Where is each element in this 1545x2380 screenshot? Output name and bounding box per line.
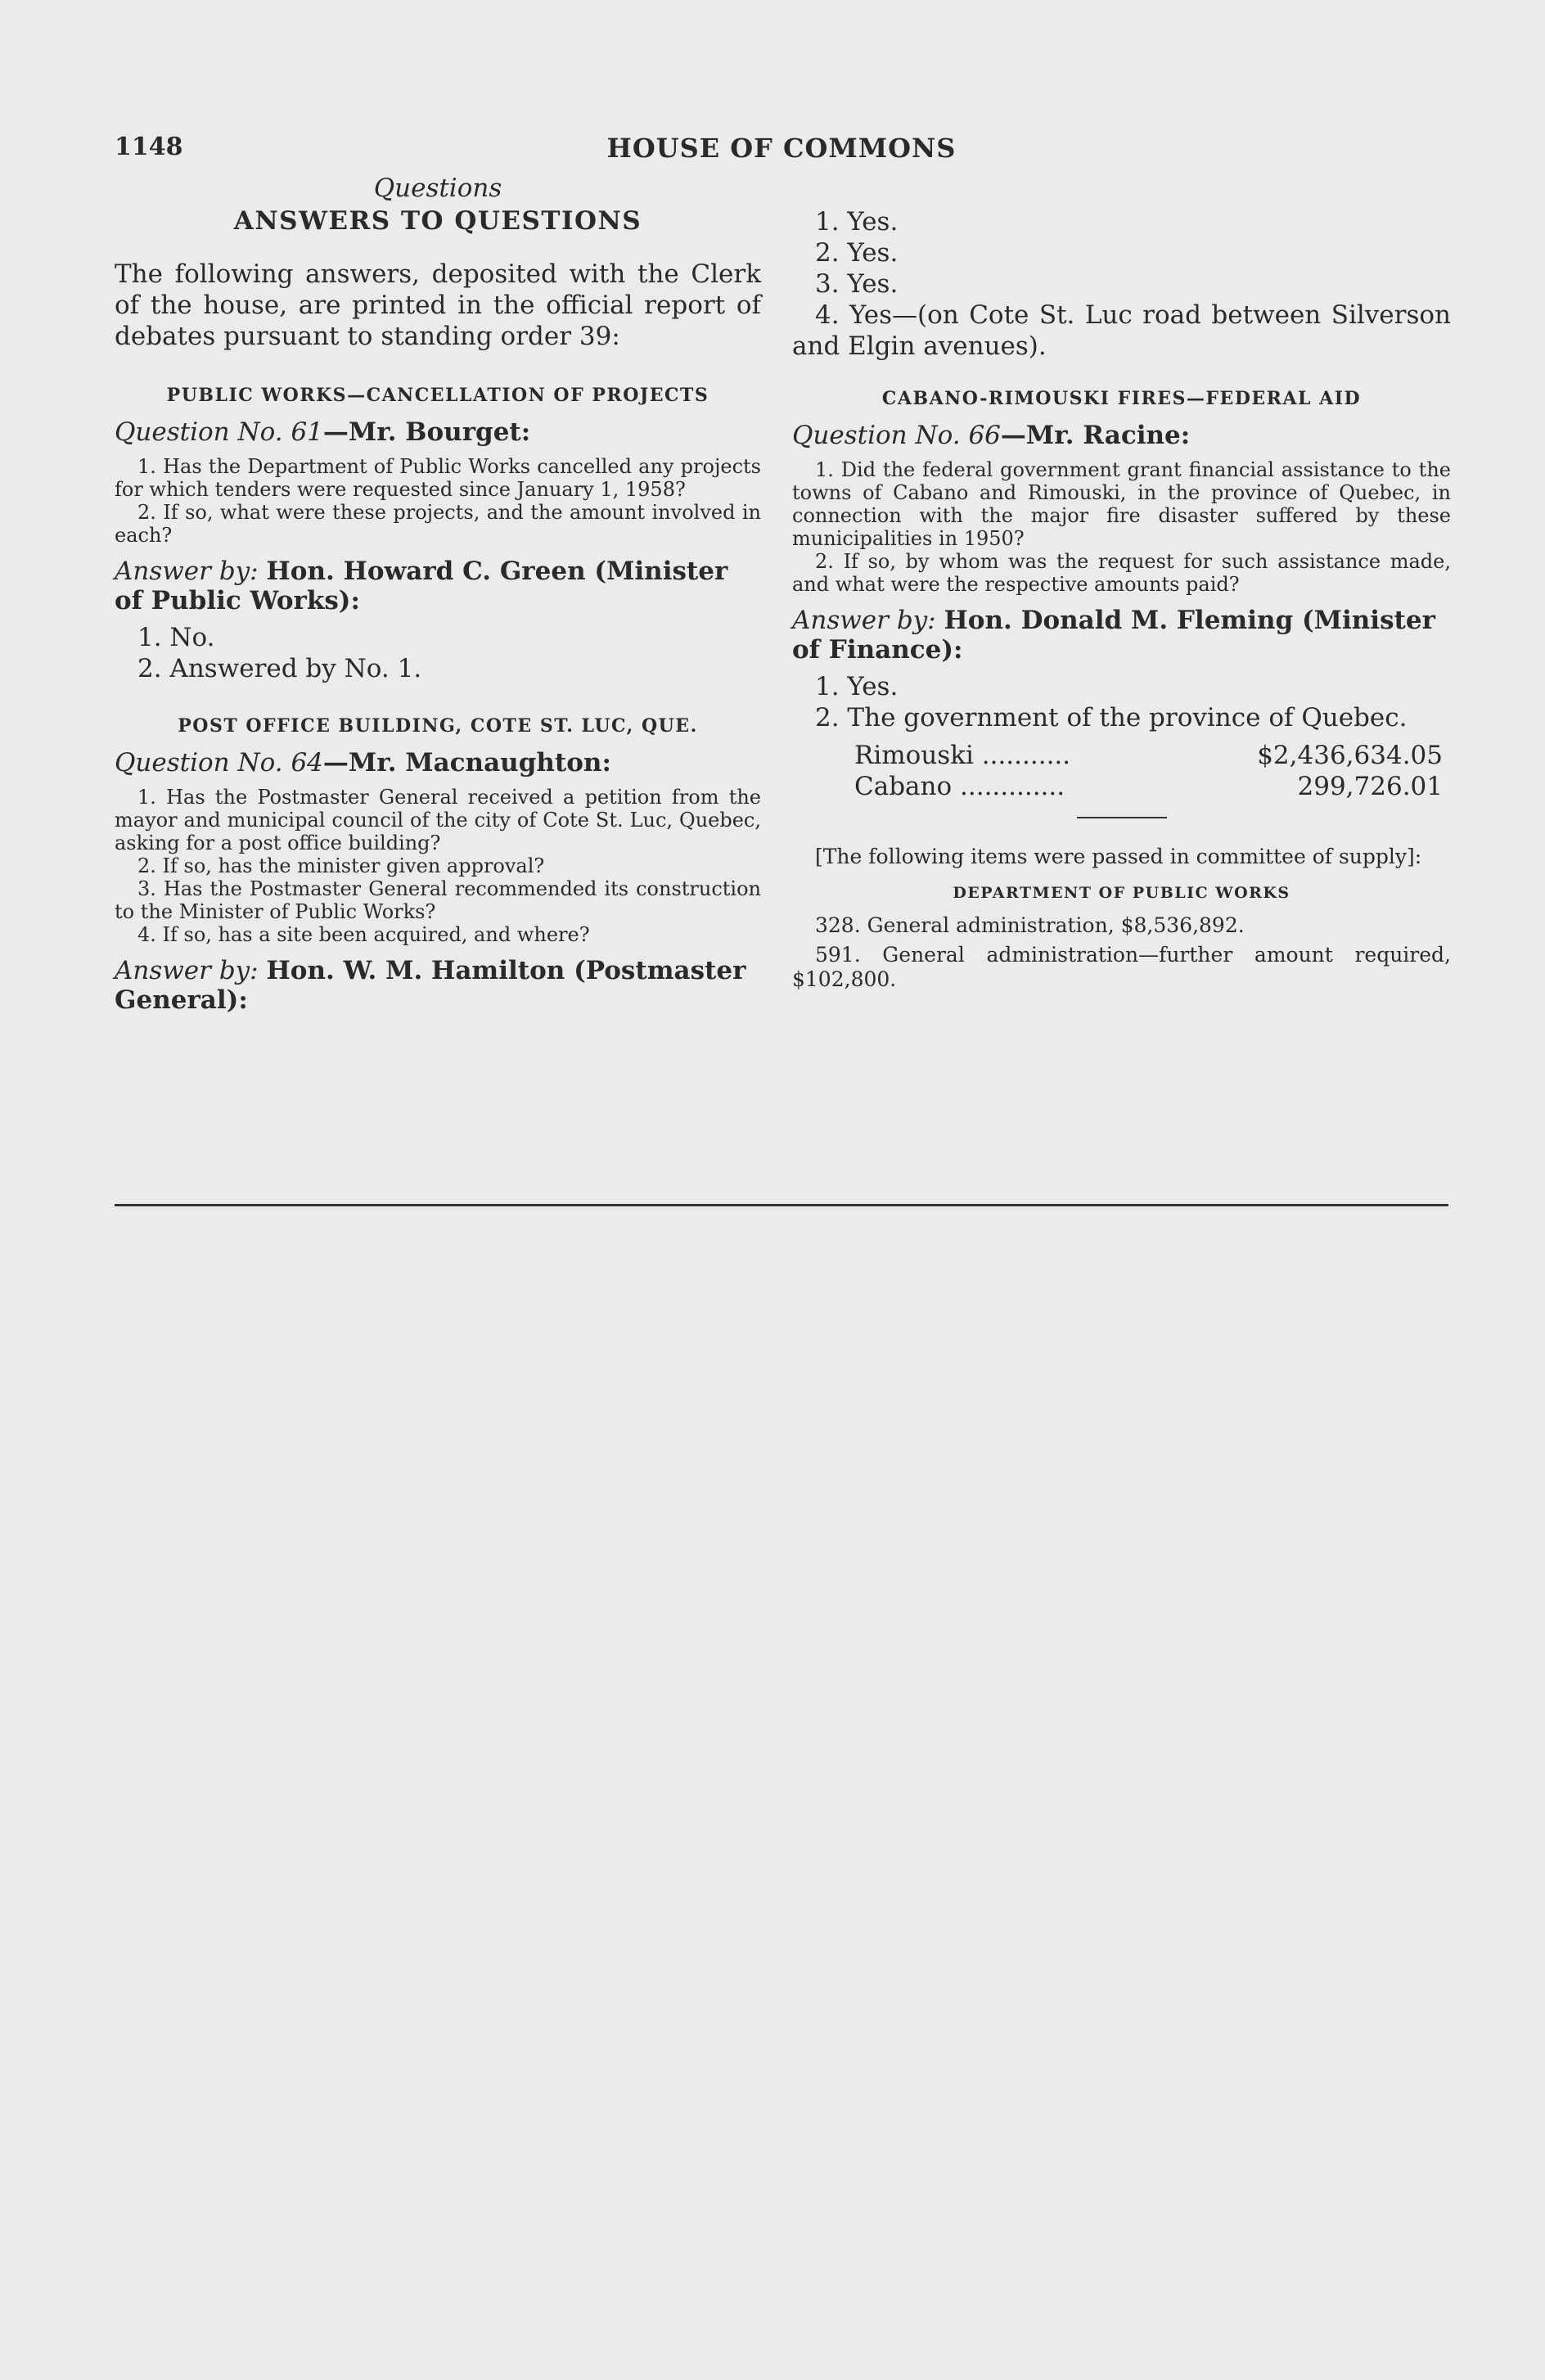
q61-answerer: Hon. Howard C. Green (Minister of Public Works): [115,557,728,615]
amounts-table [792,740,1451,802]
running-head: HOUSE OF COMMONS [606,133,957,164]
intro-paragraph: The following answers, deposited with the Clerk of the house, are printed in the official report of debates pursuant to standing order 39: [115,259,761,351]
q61-answer-line [115,557,761,615]
q66-answer-line [792,606,1451,665]
section-title: ANSWERS TO QUESTIONS [233,206,642,236]
q66-answer-label: Answer by: [792,606,936,635]
q64-label: Question No. 64 [115,748,323,778]
amount-value: 299,726.01 [1297,772,1443,801]
q64-items [115,786,761,946]
q64-asker: —Mr. Macnaughton: [322,748,611,778]
q64-item-2: 2. If so, has the minister given approval? [137,854,545,877]
section-divider [1077,817,1167,818]
q64-answer-1: 1. Yes. [815,207,899,237]
q61-heading: PUBLIC WORKS—CANCELLATION OF PROJECTS [166,385,709,406]
amount-name: Rimouski ........... [854,741,1071,770]
q64-answer-label: Answer by: [115,956,259,985]
q61-item-1: 1. Has the Department of Public Works cancelled any projects for which tenders were requested since January 1, 1958? [115,455,761,501]
q61-item-2: 2. If so, what were these projects, and the amount involved in each? [115,501,761,547]
q64-answer-3: 3. Yes. [815,269,899,299]
q64-item-4: 4. If so, has a site been acquired, and where? [137,923,590,946]
left-column [115,174,761,1015]
q66-label: Question No. 66 [792,421,1001,450]
q66-answers [792,671,1451,733]
q64-item-1: 1. Has the Postmaster General received a petition from the mayor and municipal council of the city of Cote St. Luc, Quebec, asking for a post office building? [115,786,761,854]
page-header [115,133,1448,169]
right-column [792,174,1451,992]
supply-item-1: 328. General administration, $8,536,892. [815,913,1245,937]
q64-answer-line [115,956,761,1015]
q61-items [115,455,761,547]
q66-heading: CABANO-RIMOUSKI FIRES—FEDERAL AID [881,388,1362,409]
q66-items [792,458,1451,596]
dept-heading: DEPARTMENT OF PUBLIC WORKS [953,884,1291,902]
supply-item-2: 591. General administration—further amount required, $102,800. [792,943,1451,991]
q64-answer-4: 4. Yes—(on Cote St. Luc road between Silverson and Elgin avenues). [792,300,1451,361]
q61-asker: —Mr. Bourget: [322,417,531,447]
q66-answerer: Hon. Donald M. Fleming (Minister of Finance): [792,606,1435,665]
q61-question-line [115,417,761,447]
q61-answer-label: Answer by: [115,557,259,586]
q64-answers [792,206,1451,362]
q66-item-2: 2. If so, by whom was the request for such assistance made, and what were the respective amounts paid? [792,550,1451,596]
q66-item-1: 1. Did the federal government grant financial assistance to the towns of Cabano and Rimouski, in the province of Quebec, in connection with the major fire disaster suffered by these municipalities in 1950? [792,458,1451,550]
q66-answer-2: 2. The government of the province of Quebec. [815,703,1408,732]
q66-asker: —Mr. Racine: [1000,421,1191,450]
bottom-rule [115,1204,1448,1206]
amount-row [792,771,1451,802]
q61-answer-1: 1. No. [137,623,215,652]
q61-answer-2: 2. Answered by No. 1. [137,654,422,683]
q61-label: Question No. 61 [115,417,323,447]
q64-answer-2: 2. Yes. [815,238,899,268]
q66-answer-1: 1. Yes. [815,672,899,701]
amount-row [792,740,1451,771]
amount-name: Cabano ............. [854,772,1065,801]
page-number: 1148 [115,133,183,161]
amount-value: $2,436,634.05 [1257,741,1443,770]
q64-heading: POST OFFICE BUILDING, COTE ST. LUC, QUE. [178,715,698,737]
q64-answerer: Hon. W. M. Hamilton (Postmaster General): [115,956,746,1015]
q61-answers [115,622,761,684]
supply-items [792,913,1451,992]
q64-question-line [115,748,761,778]
section-label: Questions [373,174,502,203]
supply-note: [The following items were passed in committee of supply]: [815,845,1422,868]
q66-question-line [792,421,1451,450]
q64-item-3: 3. Has the Postmaster General recommended its construction to the Minister of Public Works? [115,877,761,923]
